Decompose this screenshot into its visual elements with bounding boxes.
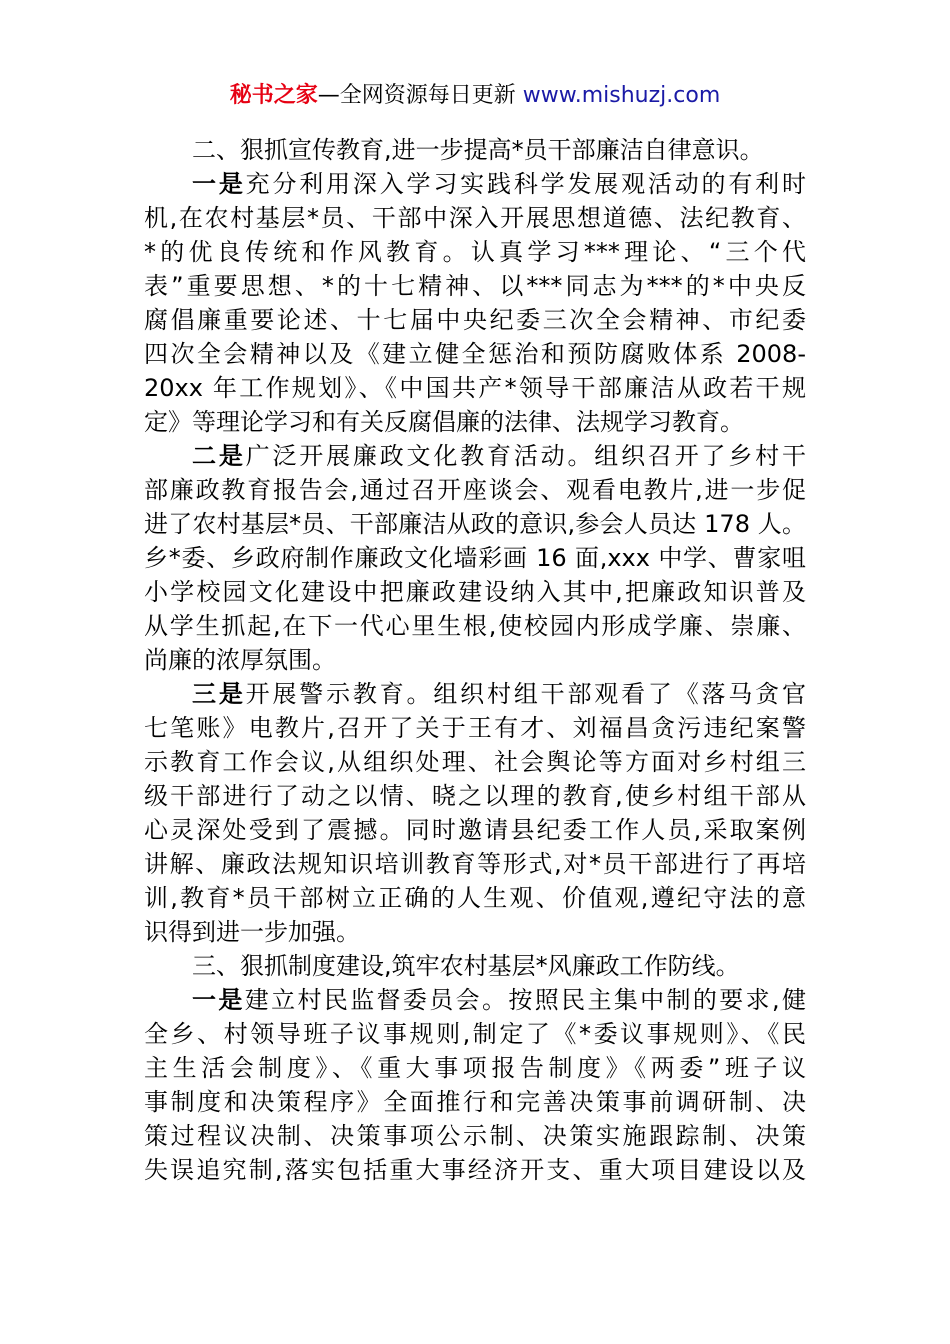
paragraph-line [144, 439, 806, 473]
site-header [0, 80, 950, 112]
paragraph-line: 机,在农村基层*员、干部中深入开展思想道德、法纪教育、 [144, 204, 806, 232]
paragraph-line [144, 677, 806, 711]
paragraph-line: 尚廉的浓厚氛围。 [144, 646, 336, 674]
section-heading-3: 三、狠抓制度建设,筑牢农村基层*风廉政工作防线。 [192, 952, 740, 980]
paragraph-line [144, 167, 806, 201]
site-slogan: —全网资源每日更新 [317, 83, 523, 108]
paragraph-line: 腐倡廉重要论述、十七届中央纪委三次全会精神、市纪委 [144, 306, 806, 334]
bold-lead: 一是 [192, 170, 246, 198]
paragraph-line: 四次全会精神以及《建立健全惩治和预防腐败体系 2008- [144, 340, 806, 368]
paragraph-line: 从学生抓起,在下一代心里生根,使校园内形成学廉、崇廉、 [144, 612, 806, 640]
paragraph-line: 讲解、廉政法规知识培训教育等形式,对*员干部进行了再培 [144, 850, 806, 878]
paragraph-line: 部廉政教育报告会,通过召开座谈会、观看电教片,进一步促 [144, 476, 806, 504]
paragraph-line: 策过程议决制、决策事项公示制、决策实施跟踪制、决策 [144, 1122, 806, 1150]
paragraph-line: 失误追究制,落实包括重大事经济开支、重大项目建设以及 [144, 1156, 806, 1184]
paragraph-line: 识得到进一步加强。 [144, 918, 360, 946]
paragraph-text: 充分利用深入学习实践科学发展观活动的有利时 [245, 170, 807, 198]
document-body [144, 133, 806, 1187]
paragraph-line: 小学校园文化建设中把廉政建设纳入其中,把廉政知识普及 [144, 578, 806, 606]
paragraph-text: 建立村民监督委员会。按照民主集中制的要求,健 [244, 986, 806, 1014]
site-url-link[interactable]: www.mishuzj.com [522, 83, 721, 108]
paragraph-line: 全乡、村领导班子议事规则,制定了《*委议事规则》、《民 [144, 1020, 806, 1048]
paragraph-line: 乡*委、乡政府制作廉政文化墙彩画 16 面,xxx 中学、曹家咀 [144, 544, 806, 572]
paragraph-line: 主生活会制度》、《重大事项报告制度》《两委”班子议 [144, 1054, 806, 1082]
paragraph-line: *的优良传统和作风教育。认真学习***理论、“三个代 [144, 238, 806, 266]
bold-lead: 二是 [192, 442, 246, 470]
paragraph-text: 广泛开展廉政文化教育活动。组织召开了乡村干 [245, 442, 807, 470]
site-brand: 秘书之家 [229, 83, 318, 108]
section-heading-2: 二、狠抓宣传教育,进一步提高*员干部廉洁自律意识。 [192, 136, 764, 164]
paragraph-line: 示教育工作会议,从组织处理、社会舆论等方面对乡村组三 [144, 748, 806, 776]
paragraph-line: 心灵深处受到了震撼。同时邀请县纪委工作人员,采取案例 [144, 816, 806, 844]
paragraph-line: 级干部进行了动之以情、晓之以理的教育,使乡村组干部从 [144, 782, 806, 810]
paragraph-text: 开展警示教育。组织村组干部观看了《落马贪官 [245, 680, 807, 708]
paragraph-line: 事制度和决策程序》全面推行和完善决策事前调研制、决 [144, 1088, 806, 1116]
paragraph-line [144, 983, 806, 1017]
paragraph-line: 七笔账》电教片,召开了关于王有才、刘福昌贪污违纪案警 [144, 714, 806, 742]
paragraph-line: 训,教育*员干部树立正确的人生观、价值观,遵纪守法的意 [144, 884, 806, 912]
bold-lead: 一是 [192, 986, 245, 1014]
paragraph-line: 20xx 年工作规划》、《中国共产*领导干部廉洁从政若干规 [144, 374, 806, 402]
paragraph-line: 进了农村基层*员、干部廉洁从政的意识,参会人员达 178 人。 [144, 510, 806, 538]
paragraph-line: 表”重要思想、*的十七精神、以***同志为***的*中央反 [144, 272, 806, 300]
bold-lead: 三是 [192, 680, 246, 708]
paragraph-line: 定》等理论学习和有关反腐倡廉的法律、法规学习教育。 [144, 408, 744, 436]
